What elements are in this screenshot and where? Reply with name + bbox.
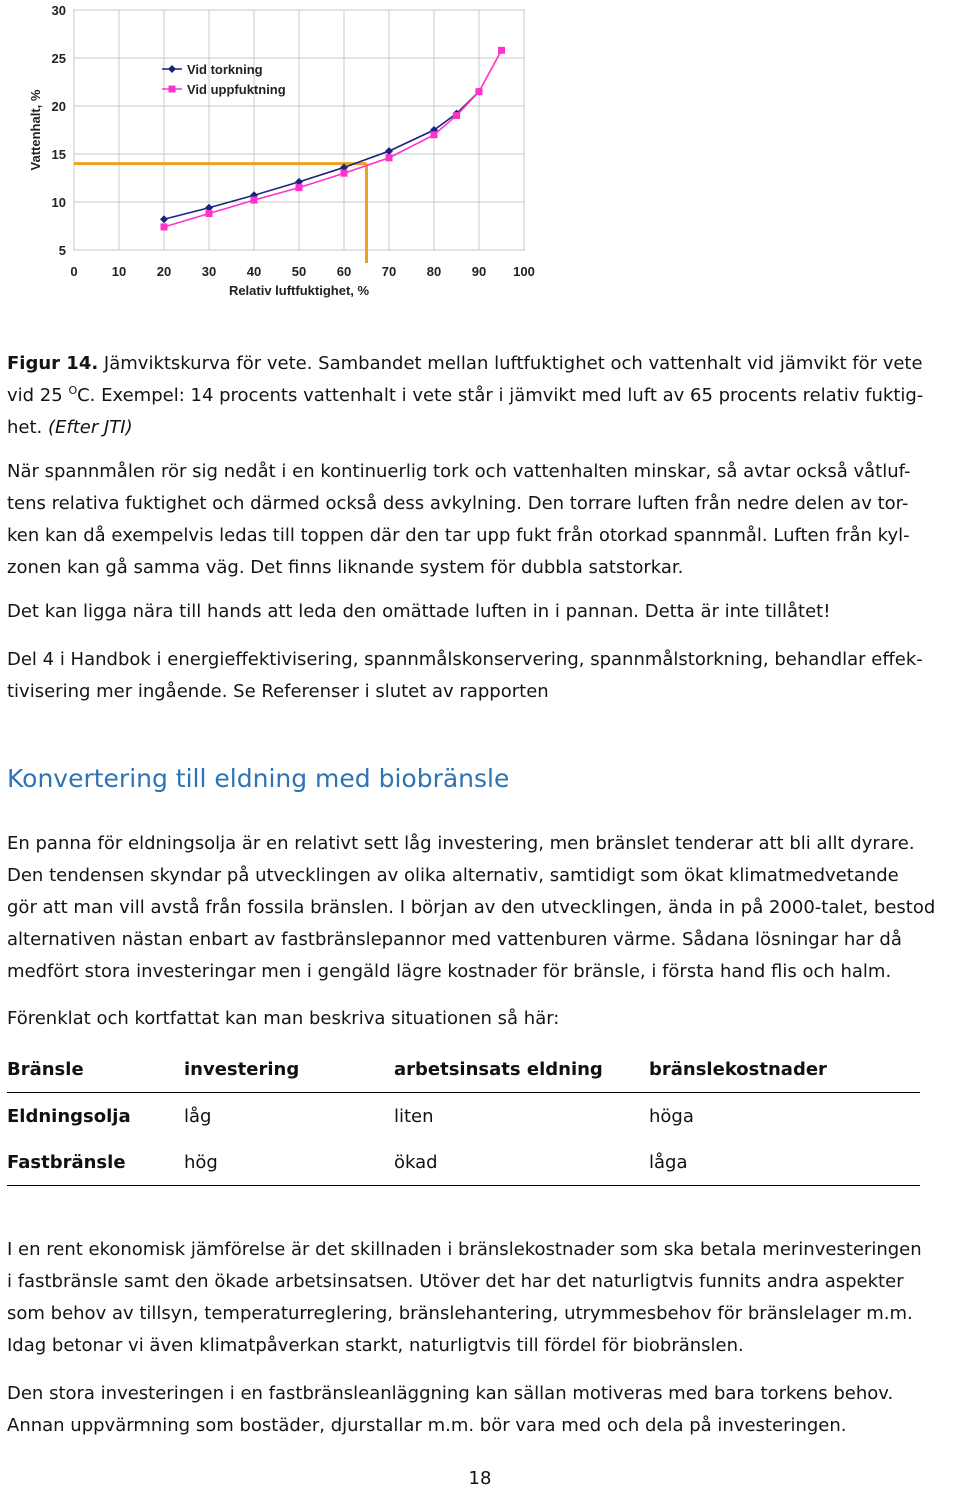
text-line: i fastbränsle samt den ökade arbetsinsatsen. Utöver det har det naturligtvis funnits andra aspekter [7, 1271, 904, 1292]
table-cell: låga [649, 1139, 920, 1186]
x-tick-label: 30 [201, 264, 217, 279]
table-header-cell: investering [184, 1046, 394, 1093]
y-axis-label: Vattenhalt, % [28, 89, 43, 171]
text-line: Del 4 i Handbok i energieffektivisering, spannmålskonservering, spannmålstorkning, behandlar effek- [7, 649, 923, 670]
y-tick-label: 25 [51, 51, 66, 66]
y-tick-label: 20 [51, 99, 66, 114]
x-tick-label: 60 [336, 264, 352, 279]
text-line: medfört stora investeringar men i gengäld lägre kostnader för bränsle, i första hand flis och halm. [7, 961, 892, 982]
caption-text: C. Exempel: 14 procents vattenhalt i vete står i jämvikt med luft av 65 procents relativ fuktig- [77, 385, 924, 406]
x-tick-labels [70, 264, 534, 279]
legend-label-uppfuktning: Vid uppfuktning [187, 82, 286, 97]
y-tick-label: 30 [51, 3, 66, 18]
data-point [453, 112, 460, 119]
table-row [7, 1139, 920, 1186]
table-header-cell: bränslekostnader [649, 1046, 920, 1093]
table-header-row [7, 1046, 920, 1093]
legend-marker-uppfuktning [169, 86, 176, 93]
x-tick-label: 80 [426, 264, 442, 279]
text-line: Annan uppvärmning som bostäder, djurstallar m.m. bör vara med och dela på investeringen. [7, 1415, 847, 1436]
x-tick-label: 70 [381, 264, 397, 279]
table-row [7, 1093, 920, 1140]
paragraph-6 [7, 1234, 957, 1362]
paragraph-2 [7, 596, 957, 628]
data-point [498, 47, 505, 54]
x-tick-label: 40 [246, 264, 262, 279]
paragraph-1 [7, 456, 957, 584]
text-line: tivisering mer ingående. Se Referenser i slutet av rapporten [7, 681, 549, 702]
table-cell: låg [184, 1105, 212, 1127]
data-point [296, 184, 303, 191]
text-line: zonen kan gå samma väg. Det finns liknande system för dubbla satstorkar. [7, 557, 684, 578]
data-point [341, 170, 348, 177]
legend-label-torkning: Vid torkning [187, 62, 263, 77]
data-point [206, 210, 213, 217]
text-line: En panna för eldningsolja är en relativt sett låg investering, men bränslet tenderar att bli allt dyrare. [7, 833, 915, 854]
paragraph-4 [7, 828, 957, 988]
text-line: Idag betonar vi även klimatpåverkan starkt, naturligtvis till fördel för biobränslen. [7, 1335, 744, 1356]
caption-text: vid 25 [7, 385, 69, 406]
x-tick-label: 10 [111, 264, 127, 279]
figure-caption [7, 348, 957, 444]
caption-text: Jämviktskurva för vete. Sambandet mellan luftfuktighet och vattenhalt vid jämvikt för vete [98, 353, 923, 374]
paragraph-7 [7, 1378, 957, 1442]
y-tick-label: 15 [51, 147, 66, 162]
data-point [431, 131, 438, 138]
x-tick-label: 90 [471, 264, 487, 279]
table-cell: hög [184, 1139, 394, 1186]
x-axis-label: Relativ luftfuktighet, % [228, 283, 370, 298]
caption-label: Figur 14. [7, 353, 99, 374]
text-line: som behov av tillsyn, temperaturreglering, bränslehantering, utrymmesbehov för bränslelager m.m. [7, 1303, 913, 1324]
text-line: alternativen nästan enbart av fastbränslepannor med vattenburen värme. Sådana lösningar har då [7, 929, 902, 950]
text-line: I en rent ekonomisk jämförelse är det skillnaden i bränslekostnader som ska betala merinvesteringen [7, 1239, 922, 1260]
text-line: Den stora investeringen i en fastbränsleanläggning kan sällan motiveras med bara torkens behov. [7, 1383, 894, 1404]
y-tick-label: 5 [58, 243, 66, 258]
table-header-cell: arbetsinsats eldning [394, 1046, 649, 1093]
caption-text: het. [7, 417, 48, 438]
text-line: Den tendensen skyndar på utvecklingen av olika alternativ, samtidigt som ökat klimatmedvetande [7, 865, 899, 886]
caption-superscript: O [68, 384, 78, 397]
text-line: gör att man vill avstå från fossila bränslen. I början av den utvecklingen, ända in på 2000-talet, bestod [7, 897, 936, 918]
text-line: Förenklat och kortfattat kan man beskriva situationen så här: [7, 1008, 560, 1029]
text-line: ken kan då exempelvis ledas till toppen där den tar upp fukt från otorkad spannmål. Luften från kyl- [7, 525, 910, 546]
comparison-table [7, 1046, 920, 1186]
table-header-cell: Bränsle [7, 1046, 184, 1093]
table-cell: ökad [394, 1139, 649, 1186]
x-tick-label: 0 [70, 264, 78, 279]
table-cell: Eldningsolja [7, 1105, 131, 1127]
text-line: Det kan ligga nära till hands att leda den omättade luften in i pannan. Detta är inte tillåtet! [7, 601, 831, 622]
paragraph-5 [7, 1003, 957, 1035]
table-cell: höga [649, 1105, 694, 1127]
y-tick-labels [52, 3, 66, 258]
text-line: När spannmålen rör sig nedåt i en kontinuerlig tork och vattenhalten minskar, så avtar också våtluf- [7, 461, 911, 482]
data-point [386, 154, 393, 161]
data-point [161, 223, 168, 230]
x-tick-label: 20 [156, 264, 172, 279]
section-heading: Konvertering till eldning med biobränsle [7, 764, 510, 793]
data-point [251, 197, 258, 204]
equilibrium-chart [0, 0, 560, 310]
table-cell: Fastbränsle [7, 1139, 184, 1186]
text-line: tens relativa fuktighet och därmed också dess avkylning. Den torrare luften från nedre delen av tor- [7, 493, 909, 514]
x-tick-label: 50 [291, 264, 307, 279]
paragraph-3 [7, 644, 957, 708]
x-tick-label: 100 [513, 264, 535, 279]
table-cell: liten [394, 1105, 434, 1127]
caption-source: (Efter JTI) [47, 417, 133, 438]
y-tick-label: 10 [51, 195, 66, 210]
page-number: 18 [468, 1468, 492, 1489]
data-point [476, 88, 483, 95]
